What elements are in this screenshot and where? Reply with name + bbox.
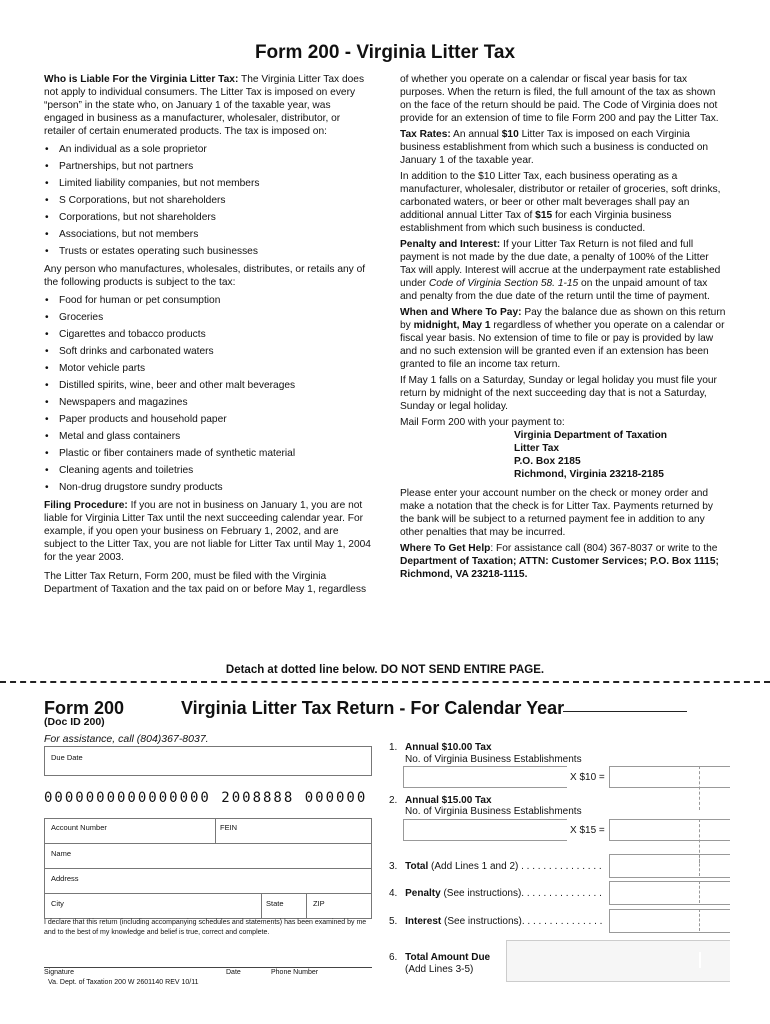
- list-item: • Limited liability companies, but not members: [44, 175, 372, 192]
- calendar-year-field[interactable]: [563, 711, 687, 712]
- when-to-pay-text: Pay the balance due as shown on this return by: [400, 307, 726, 331]
- list-item: • Soft drinks and carbonated waters: [44, 343, 372, 360]
- due-date-field[interactable]: [44, 746, 372, 776]
- address-line: P.O. Box 2185: [514, 456, 581, 467]
- line-4: [389, 888, 609, 900]
- line-4-amount-field[interactable]: [609, 881, 730, 905]
- list-item: • Corporations, but not shareholders: [44, 209, 372, 226]
- help-address: Department of Taxation; ATTN: Customer Services; P.O. Box 1115; Richmond, VA 23218-1115.: [400, 556, 719, 580]
- tax-rates-paragraph: [400, 128, 726, 167]
- continued-text: of whether you operate on a calendar or fiscal year basis for tax purposes. When the return is filed, the full amount of the tax as shown on the face of the return should be paid. The Code of Virginia does not provide for an extension of time to file Form 200 and pay the Litter Tax.: [400, 74, 719, 124]
- list-item: • Cleaning agents and toiletries: [44, 462, 372, 479]
- scan-line-barcode: 0000000000000000 2008888 000000: [44, 790, 368, 806]
- phone-label: Phone Number: [271, 969, 319, 976]
- line-number: 2.: [389, 795, 398, 806]
- products-intro: Any person who manufactures, wholesales, distributes, or retails any of the following products is subject to the tax:: [44, 264, 366, 288]
- line-3: [389, 861, 609, 873]
- tax-rates-heading: Tax Rates:: [400, 129, 451, 140]
- list-item: • Plastic or fiber containers made of synthetic material: [44, 445, 372, 462]
- filing-text: If you are not in business on January 1, you are not liable for Virginia Litter Tax until the next succeeding calendar year. For example, if you open your business on February 1, 2002, and are subject to the Litter Tax, you are not liable for Litter Tax until May 1, 2004 for the year 2003.: [44, 500, 371, 563]
- line-1-title: Annual $10.00 Tax: [405, 742, 492, 753]
- line-3-amount-field[interactable]: [609, 854, 730, 878]
- date-label: Date: [226, 969, 241, 976]
- when-to-pay-text-2: regardless of whether you operate on a calendar or fiscal year basis. No extension of time to file or pay is provided by law and no such extension will be granted even if an extension has been granted to file an income tax return.: [400, 320, 725, 370]
- address-line: Virginia Department of Taxation: [514, 430, 668, 441]
- filing-deadline-text: The Litter Tax Return, Form 200, must be filed with the Virginia Department of Taxation and the tax paid on or before May 1, regardless: [44, 571, 367, 595]
- zip-label: ZIP: [313, 899, 325, 908]
- page-title: Form 200 - Virginia Litter Tax: [254, 42, 516, 63]
- cents-divider: [699, 766, 700, 810]
- fein-label: FEIN: [220, 823, 238, 832]
- state-field[interactable]: [261, 893, 307, 919]
- list-item: • Distilled spirits, wine, beer and other malt beverages: [44, 377, 372, 394]
- list-item: • S Corporations, but not shareholders: [44, 192, 372, 209]
- detach-instruction: Detach at dotted line below. DO NOT SEND ENTIRE PAGE.: [225, 664, 545, 676]
- list-item: • An individual as a sole proprietor: [44, 141, 372, 158]
- tax-rates-text-2: Litter Tax is imposed on each Virginia business establishment from which such a business is conducted on January 1 of the taxable year.: [400, 129, 709, 166]
- due-date-label: Due Date: [51, 753, 83, 762]
- line-2-subtitle: No. of Virginia Business Establishments: [405, 806, 582, 817]
- penalty-paragraph: [400, 238, 726, 303]
- line-6-label: Total Amount Due: [405, 952, 491, 963]
- state-label: State: [266, 899, 284, 908]
- zip-field[interactable]: [306, 893, 372, 919]
- liability-text: The Virginia Litter Tax does not apply to individual consumers. The Litter Tax is imposed on every “person” in the state who, on January 1 of the taxable year, was engaged in business as a manufacturer, wholesaler, distributor, or retailer of certain enumerated products. The tax is imposed on:: [44, 74, 365, 137]
- additional-tax-text: In addition to the $10 Litter Tax, each business operating as a manufacturer, wholesaler, distributor or retailer of groceries, soft drinks, carbonated waters, or beer or other malt beverages shall pay an additional annual Litter Tax of: [400, 171, 721, 221]
- signature-label: Signature: [44, 969, 74, 976]
- line-number: 1.: [389, 742, 398, 753]
- address-field[interactable]: [44, 868, 372, 894]
- line-5: [389, 916, 609, 928]
- list-item: • Cigarettes and tobacco products: [44, 326, 372, 343]
- list-item: • Partnerships, but not partners: [44, 158, 372, 175]
- liability-paragraph: [44, 73, 372, 138]
- name-field[interactable]: [44, 843, 372, 869]
- cents-divider: [699, 909, 700, 931]
- city-label: City: [51, 899, 64, 908]
- cents-divider: [699, 881, 700, 903]
- list-item: • Non-drug drugstore sundry products: [44, 479, 372, 496]
- line-4-label: Penalty: [405, 888, 441, 899]
- line-number: 6.: [389, 952, 398, 963]
- mail-instruction: Mail Form 200 with your payment to:: [400, 417, 565, 428]
- filing-paragraph: [44, 499, 372, 564]
- penalty-text-2: on the unpaid amount of tax and penalty from the due date of the return until the time of payment.: [400, 278, 710, 302]
- line-number: 5.: [389, 916, 398, 927]
- address-line: Richmond, Virginia 23218-2185: [514, 469, 664, 480]
- list-item: • Paper products and household paper: [44, 411, 372, 428]
- assistance-text: For assistance, call (804)367-8037.: [44, 733, 209, 745]
- tax-rate-amount: $10: [501, 129, 519, 140]
- liability-heading: Who is Liable For the Virginia Litter Tax:: [44, 74, 239, 85]
- account-number-field[interactable]: [44, 818, 216, 844]
- list-item: • Metal and glass containers: [44, 428, 372, 445]
- form-footer: Va. Dept. of Taxation 200 W 2601140 REV 10/11: [48, 979, 199, 986]
- list-item: • Groceries: [44, 309, 372, 326]
- line-4-desc: (See instructions). . . . . . . . . . . . . . .: [440, 888, 602, 899]
- when-to-pay-heading: When and Where To Pay:: [400, 307, 522, 318]
- line-2-title: Annual $15.00 Tax: [405, 795, 492, 806]
- products-list: [44, 292, 372, 496]
- line-number: 4.: [389, 888, 398, 899]
- liable-persons-list: [44, 141, 372, 260]
- line-2-count-field[interactable]: [403, 819, 567, 841]
- weekend-paragraph: If May 1 falls on a Saturday, Sunday or legal holiday you must file your return by midnight of the next succeeding day that is not a Saturday, Sunday or legal holiday.: [400, 375, 717, 412]
- due-date-text: midnight, May 1: [413, 320, 491, 331]
- detach-dotted-line: [0, 681, 770, 683]
- line-1-multiplier: X $10 =: [570, 772, 605, 783]
- list-item: • Associations, but not members: [44, 226, 372, 243]
- name-label: Name: [51, 849, 72, 858]
- right-column: [400, 73, 726, 584]
- help-paragraph: [400, 542, 726, 581]
- when-to-pay-paragraph: [400, 306, 726, 371]
- line-1-count-field[interactable]: [403, 766, 567, 788]
- help-text: : For assistance call (804) 367-8037 or write to the: [490, 543, 718, 554]
- line-6-amount-field[interactable]: [506, 940, 730, 982]
- cents-divider: [699, 952, 701, 968]
- cents-divider: [699, 854, 700, 876]
- penalty-text: If your Litter Tax Return is not filed and full payment is not made by the due date, a penalty of 100% of the Litter Tax will apply. Interest will accrue at the underpayment rate established under: [400, 239, 721, 289]
- tax-rates-text: An annual: [450, 129, 502, 140]
- additional-tax-amount: $15: [535, 210, 553, 221]
- penalty-heading: Penalty and Interest:: [400, 239, 501, 250]
- additional-tax-paragraph: [400, 170, 726, 235]
- list-item: • Food for human or pet consumption: [44, 292, 372, 309]
- help-heading: Where To Get Help: [400, 543, 491, 554]
- account-number-label: Account Number: [51, 823, 107, 832]
- line-2-multiplier: X $15 =: [570, 825, 605, 836]
- doc-id: (Doc ID 200): [44, 716, 105, 728]
- left-column: [44, 73, 372, 599]
- filing-heading: Filing Procedure:: [44, 500, 128, 511]
- list-item: • Motor vehicle parts: [44, 360, 372, 377]
- return-title: Virginia Litter Tax Return - For Calendar Year: [181, 698, 565, 718]
- address-line: Litter Tax: [514, 443, 560, 454]
- line-1-subtitle: No. of Virginia Business Establishments: [405, 754, 582, 765]
- line-6-desc: (Add Lines 3-5): [405, 964, 474, 975]
- line-3-desc: (Add Lines 1 and 2) . . . . . . . . . . . . . . .: [428, 861, 602, 872]
- mailing-address: [514, 429, 726, 481]
- list-item: • Trusts or estates operating such businesses: [44, 243, 372, 260]
- additional-tax-text-2: for each Virginia business establishment from which such business is conducted.: [400, 210, 672, 234]
- line-2-amount-field[interactable]: [609, 819, 730, 841]
- list-item: • Newspapers and magazines: [44, 394, 372, 411]
- signature-line[interactable]: [44, 967, 372, 968]
- line-number: 3.: [389, 861, 398, 872]
- line-3-label: Total: [405, 861, 429, 872]
- account-note: Please enter your account number on the check or money order and make a notation that the check is for Litter Tax. Payments returned by the bank will be subject to a returned payment fee in addition to any other penalties that may be incurred.: [400, 488, 713, 538]
- fein-field[interactable]: [215, 818, 372, 844]
- declaration-text: I declare that this return (including accompanying schedules and statements) has been examined by me and to the best of my knowledge and belief is true, correct and complete.: [44, 919, 367, 936]
- line-5-label: Interest: [405, 916, 442, 927]
- line-5-amount-field[interactable]: [609, 909, 730, 933]
- form-number: Form 200: [44, 698, 125, 718]
- city-field[interactable]: [44, 893, 262, 919]
- line-1-amount-field[interactable]: [609, 766, 730, 788]
- code-reference: Code of Virginia Section 58. 1-15: [428, 278, 579, 289]
- address-label: Address: [51, 874, 79, 883]
- line-5-desc: (See instructions). . . . . . . . . . . . . . .: [441, 916, 603, 927]
